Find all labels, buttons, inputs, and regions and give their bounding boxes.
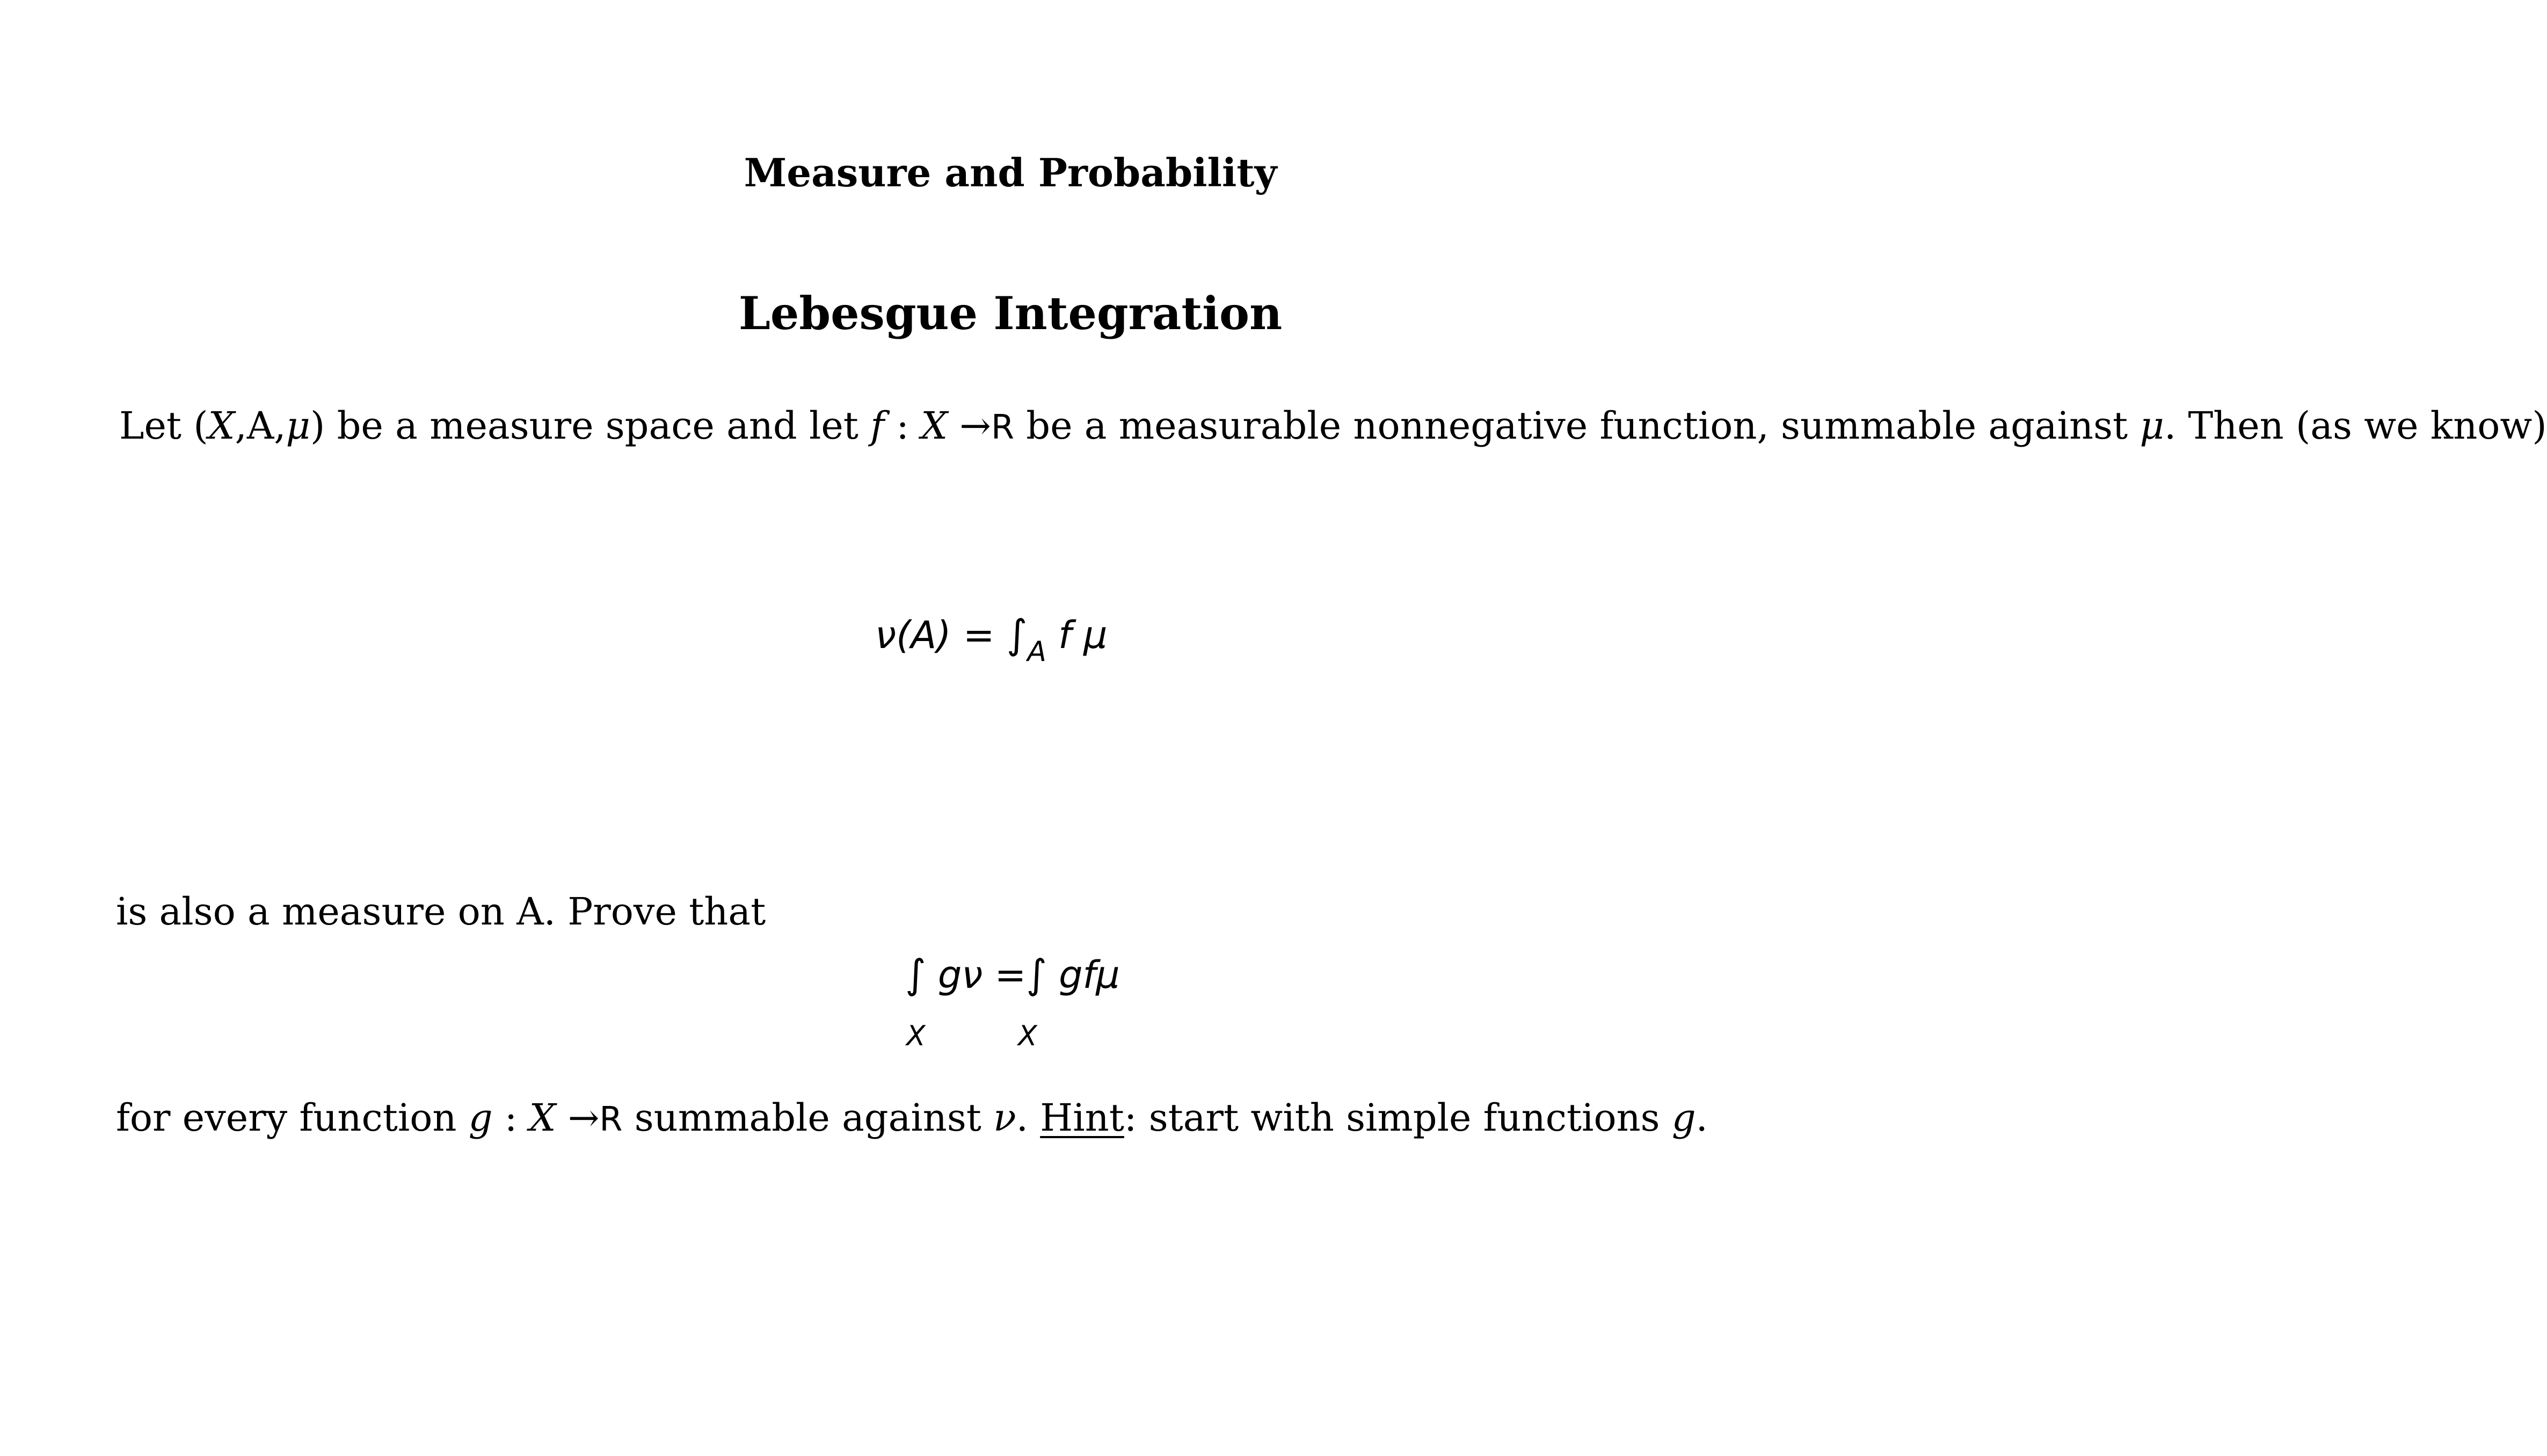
paragraph-hint	[116, 1087, 1708, 1151]
text: : start with simple functions	[1124, 1096, 1672, 1140]
arrow-symbol: →	[948, 404, 991, 448]
math-symbol-x: X	[921, 404, 948, 448]
math-symbol-reals: R	[991, 407, 1015, 447]
integral-subscript: A	[1027, 636, 1046, 668]
arrow-symbol: →	[556, 1096, 600, 1140]
math-symbol-mu: μ	[286, 404, 311, 448]
math-symbol-x: X	[208, 404, 235, 448]
equals-sign: =	[951, 613, 1007, 657]
hint-label: Hint	[1040, 1096, 1124, 1140]
course-title: Measure and Probability	[744, 150, 1277, 195]
text: :	[884, 404, 921, 448]
math-symbol-f: f	[870, 404, 885, 448]
text: :	[492, 1096, 529, 1140]
text: Let (	[119, 404, 208, 448]
integral-limit-right: X	[1018, 1020, 1037, 1052]
math-symbol-g: g	[468, 1096, 493, 1140]
equation-rhs: f μ	[1046, 613, 1108, 657]
text: be a measurable nonnegative function, summable against	[1014, 404, 2140, 448]
equation-integral-identity	[905, 948, 1120, 1002]
integrand-right: gfμ	[1046, 953, 1120, 997]
text: ,	[235, 404, 247, 448]
integrand-left: gν	[926, 953, 983, 997]
section-title: Lebesgue Integration	[738, 287, 1283, 340]
math-symbol-mu: μ	[2140, 404, 2164, 448]
integral-sign: ∫	[905, 951, 926, 998]
integral-limit-left: X	[906, 1020, 926, 1052]
text: summable against	[622, 1096, 994, 1140]
math-symbol-reals: R	[599, 1100, 623, 1139]
text: .	[1695, 1096, 1708, 1140]
text: .	[1016, 1096, 1040, 1140]
math-symbol-sigma-algebra: A	[246, 404, 274, 448]
text: . Then (as we know)	[2164, 404, 2547, 448]
equation-nu-definition	[875, 608, 1108, 666]
math-symbol-nu: ν	[993, 1096, 1016, 1140]
paragraph-intro	[119, 395, 2547, 458]
text: ) be a measure space and let	[310, 404, 871, 448]
equals-sign: =	[983, 953, 1027, 997]
math-symbol-g: g	[1671, 1096, 1696, 1140]
paragraph-prove: is also a measure on A. Prove that	[116, 890, 766, 934]
integral-sign: ∫	[1006, 611, 1028, 658]
integral-sign: ∫	[1026, 951, 1047, 998]
text: ,	[274, 404, 286, 448]
text: for every function	[116, 1096, 469, 1140]
math-symbol-x: X	[529, 1096, 556, 1140]
equation-lhs: ν(A)	[875, 613, 951, 657]
